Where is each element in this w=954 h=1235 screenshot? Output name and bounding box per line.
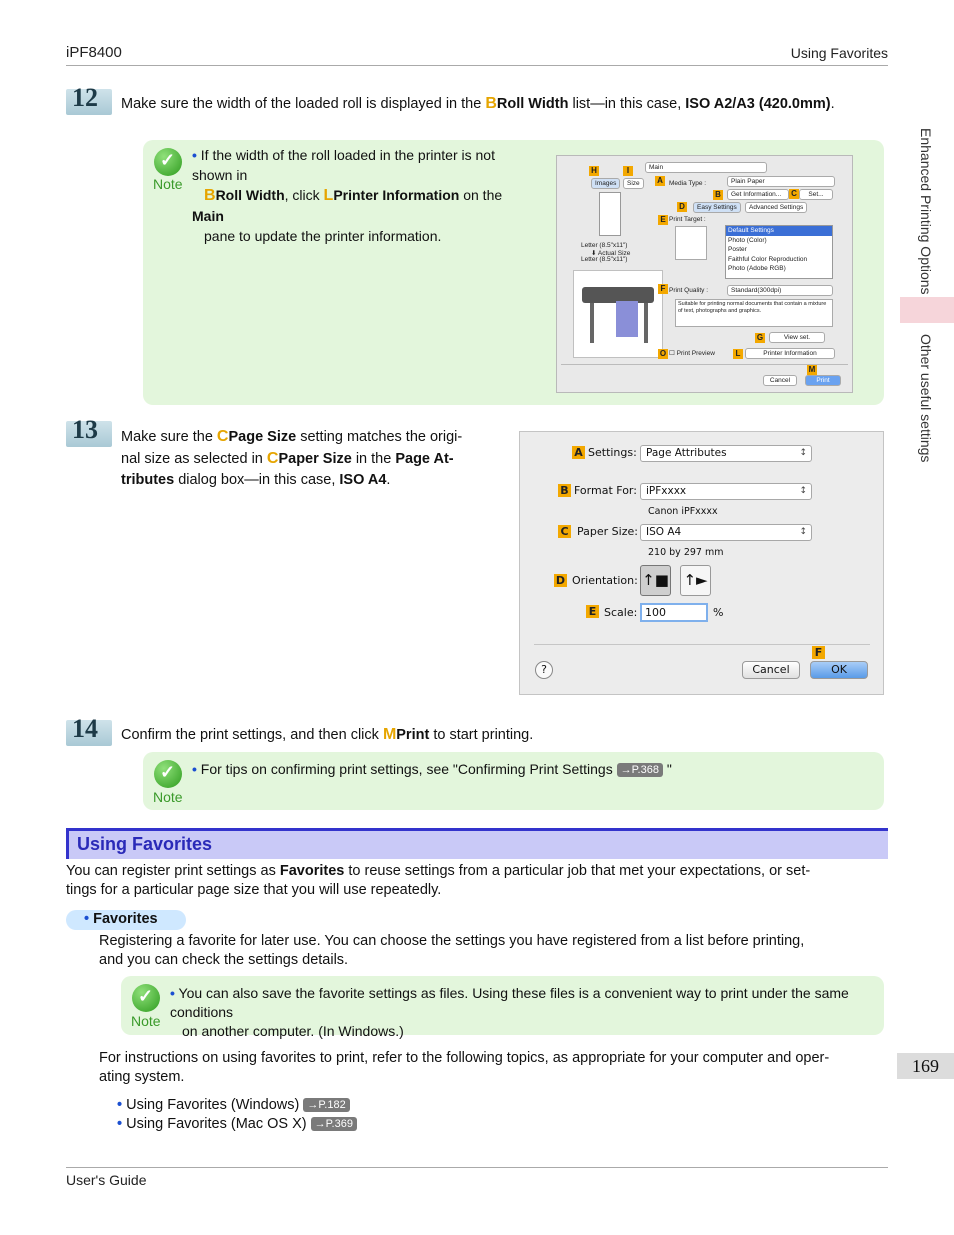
landscape-orientation-button[interactable]: ↑► [680, 565, 711, 596]
preview-size-label: Letter (8.5"x11") [581, 242, 628, 249]
page-reference-link[interactable]: →P.368 [617, 763, 663, 777]
callout-tag: E [586, 605, 599, 618]
callout-tag: B [713, 190, 723, 200]
view-set-button[interactable]: View set. [769, 332, 825, 343]
page-reference-link[interactable]: →P.369 [311, 1117, 357, 1131]
step-number: 13 [66, 421, 112, 447]
callout-tag: L [733, 349, 743, 359]
callout-tag: C [789, 189, 799, 199]
section-heading-bar [66, 828, 888, 859]
callout-tag: E [658, 215, 668, 225]
list-item[interactable]: Photo (Adobe RGB) [728, 265, 786, 272]
note-text: • For tips on confirming print settings, see "Confirming Print Settings →P.368 " [192, 761, 672, 777]
running-header: Using Favorites [790, 45, 888, 61]
side-subsection-label: Other useful settings [918, 334, 934, 463]
page-number: 169 [897, 1053, 954, 1079]
subheading-pill [66, 910, 186, 930]
callout-tag: G [756, 333, 764, 342]
print-preview-checkbox[interactable]: ☐ Print Preview [669, 350, 715, 357]
print-target-label: Print Target : [669, 216, 706, 223]
page-preview [599, 192, 621, 236]
section-title: Using Favorites [77, 834, 213, 854]
print-quality-select[interactable]: Standard(300dpi) [727, 285, 833, 296]
step-number: 12 [66, 89, 112, 115]
format-for-subtext: Canon iPFxxxx [648, 506, 718, 517]
callout-tag: H [589, 166, 599, 176]
format-for-label: Format For: [574, 484, 637, 497]
list-item[interactable]: Poster [728, 246, 747, 253]
callout-tag: F [658, 284, 668, 294]
scale-percent: % [713, 606, 724, 619]
list-item[interactable]: Photo (Color) [728, 236, 767, 244]
media-type-select[interactable]: Plain Paper [727, 176, 835, 187]
page-reference-link[interactable]: →P.182 [303, 1098, 349, 1112]
list-item[interactable]: Faithful Color Reproduction [728, 255, 808, 263]
tab-advanced-settings[interactable]: Advanced Settings [745, 202, 807, 213]
orientation-label: Orientation: [572, 574, 638, 587]
page-attributes-dialog-screenshot [519, 431, 884, 695]
paper-size-subtext: 210 by 297 mm [648, 547, 724, 558]
callout-tag: A [572, 446, 585, 459]
callout-tag: M [808, 365, 816, 374]
note-label: Note [131, 1013, 161, 1029]
topic-link-windows[interactable]: • Using Favorites (Windows) →P.182 [117, 1095, 350, 1115]
subheading-favorites: • Favorites [84, 911, 158, 927]
print-button[interactable]: Print [805, 375, 841, 386]
format-for-popup[interactable]: iPFxxxx ↕ [640, 483, 812, 500]
footer-rule [66, 1167, 888, 1168]
set-button[interactable]: Set... [799, 189, 833, 200]
get-information-button[interactable]: Get Information... [727, 189, 789, 200]
main-tab-select[interactable]: Main [645, 162, 767, 173]
note-text: • If the width of the roll loaded in the printer is not shown in BRoll Width, click LPrinter Information on the Main pane to update the printer information. [192, 147, 503, 244]
note-check-icon [154, 148, 182, 176]
callout-tag: C [558, 525, 571, 538]
tab-size[interactable]: Size [623, 178, 644, 189]
doc-model: iPF8400 [66, 44, 122, 61]
cancel-button[interactable]: Cancel [763, 375, 797, 386]
help-button[interactable]: ? [535, 661, 553, 679]
target-thumbnail [675, 226, 707, 260]
media-type-label: Media Type : [669, 180, 707, 187]
callout-tag: B [558, 484, 571, 497]
callout-tag: I [623, 166, 633, 176]
tab-images[interactable]: Images [591, 178, 620, 189]
portrait-orientation-button[interactable]: ↑■ [640, 565, 671, 596]
topic-link-mac[interactable]: • Using Favorites (Mac OS X) →P.369 [117, 1114, 357, 1134]
side-tab-highlight [900, 297, 954, 323]
scale-label: Scale: [604, 606, 638, 619]
print-target-list[interactable] [725, 225, 833, 279]
quality-description: Suitable for printing normal documents that contain a mixture of text, photographs and graphics. [675, 299, 833, 327]
printer-driver-main-screenshot [556, 155, 853, 393]
favorites-description: Registering a favorite for later use. You can choose the settings you have registered from a list before printing, and you can check the settings details. [99, 933, 805, 968]
footer-title: User's Guide [66, 1172, 147, 1188]
preview-size-label-2: Letter (8.5"x11") [581, 256, 628, 263]
callout-tag: D [677, 202, 687, 212]
note-check-icon [154, 760, 182, 788]
print-quality-label: Print Quality : [669, 287, 709, 294]
ok-button[interactable]: OK [810, 661, 868, 679]
note-text: • You can also save the favorite settings as files. Using these files is a convenient way to print under the same conditions on another computer. (In Windows.) [170, 985, 849, 1039]
scale-input[interactable]: 100 [640, 603, 708, 622]
step-number: 14 [66, 720, 112, 746]
step-text: Make sure the CPage Size setting matches the origi- nal size as selected in CPaper Size in the Page At- tributes dialog box—in this case, ISO A4. [121, 428, 463, 488]
callout-tag: F [812, 646, 825, 659]
note-label: Note [153, 789, 183, 805]
callout-tag: O [659, 349, 667, 358]
printer-image [573, 270, 663, 358]
settings-popup[interactable]: Page Attributes ↕ [640, 445, 812, 462]
printer-information-button[interactable]: Printer Information [745, 348, 835, 359]
note-check-icon [132, 984, 160, 1012]
actual-size-label: ⬇ Actual Size [591, 250, 631, 257]
step-text: Confirm the print settings, and then click MPrint to start printing. [121, 726, 534, 743]
section-paragraph: You can register print settings as Favorites to reuse settings from a particular job that met your expectations, or set- tings for a particular page size that you will use repeatedly. [66, 863, 811, 898]
callout-tag: D [555, 574, 566, 587]
paper-size-label: Paper Size: [577, 525, 638, 538]
paper-size-popup[interactable]: ISO A4 ↕ [640, 524, 812, 541]
cancel-button[interactable]: Cancel [742, 661, 800, 679]
header-rule [66, 65, 888, 66]
instructions-paragraph: For instructions on using favorites to print, refer to the following topics, as appropriate for your computer and oper- ating system. [99, 1050, 830, 1085]
tab-easy-settings[interactable]: Easy Settings [693, 202, 741, 213]
note-label: Note [153, 176, 183, 192]
settings-label: Settings: [588, 446, 637, 459]
list-item[interactable]: Default Settings [726, 226, 832, 236]
callout-tag: A [655, 176, 665, 186]
step-text: Make sure the width of the loaded roll is displayed in the BRoll Width list—in this case, ISO A2/A3 (420.0mm). [121, 95, 835, 112]
side-section-label: Enhanced Printing Options [918, 128, 934, 295]
